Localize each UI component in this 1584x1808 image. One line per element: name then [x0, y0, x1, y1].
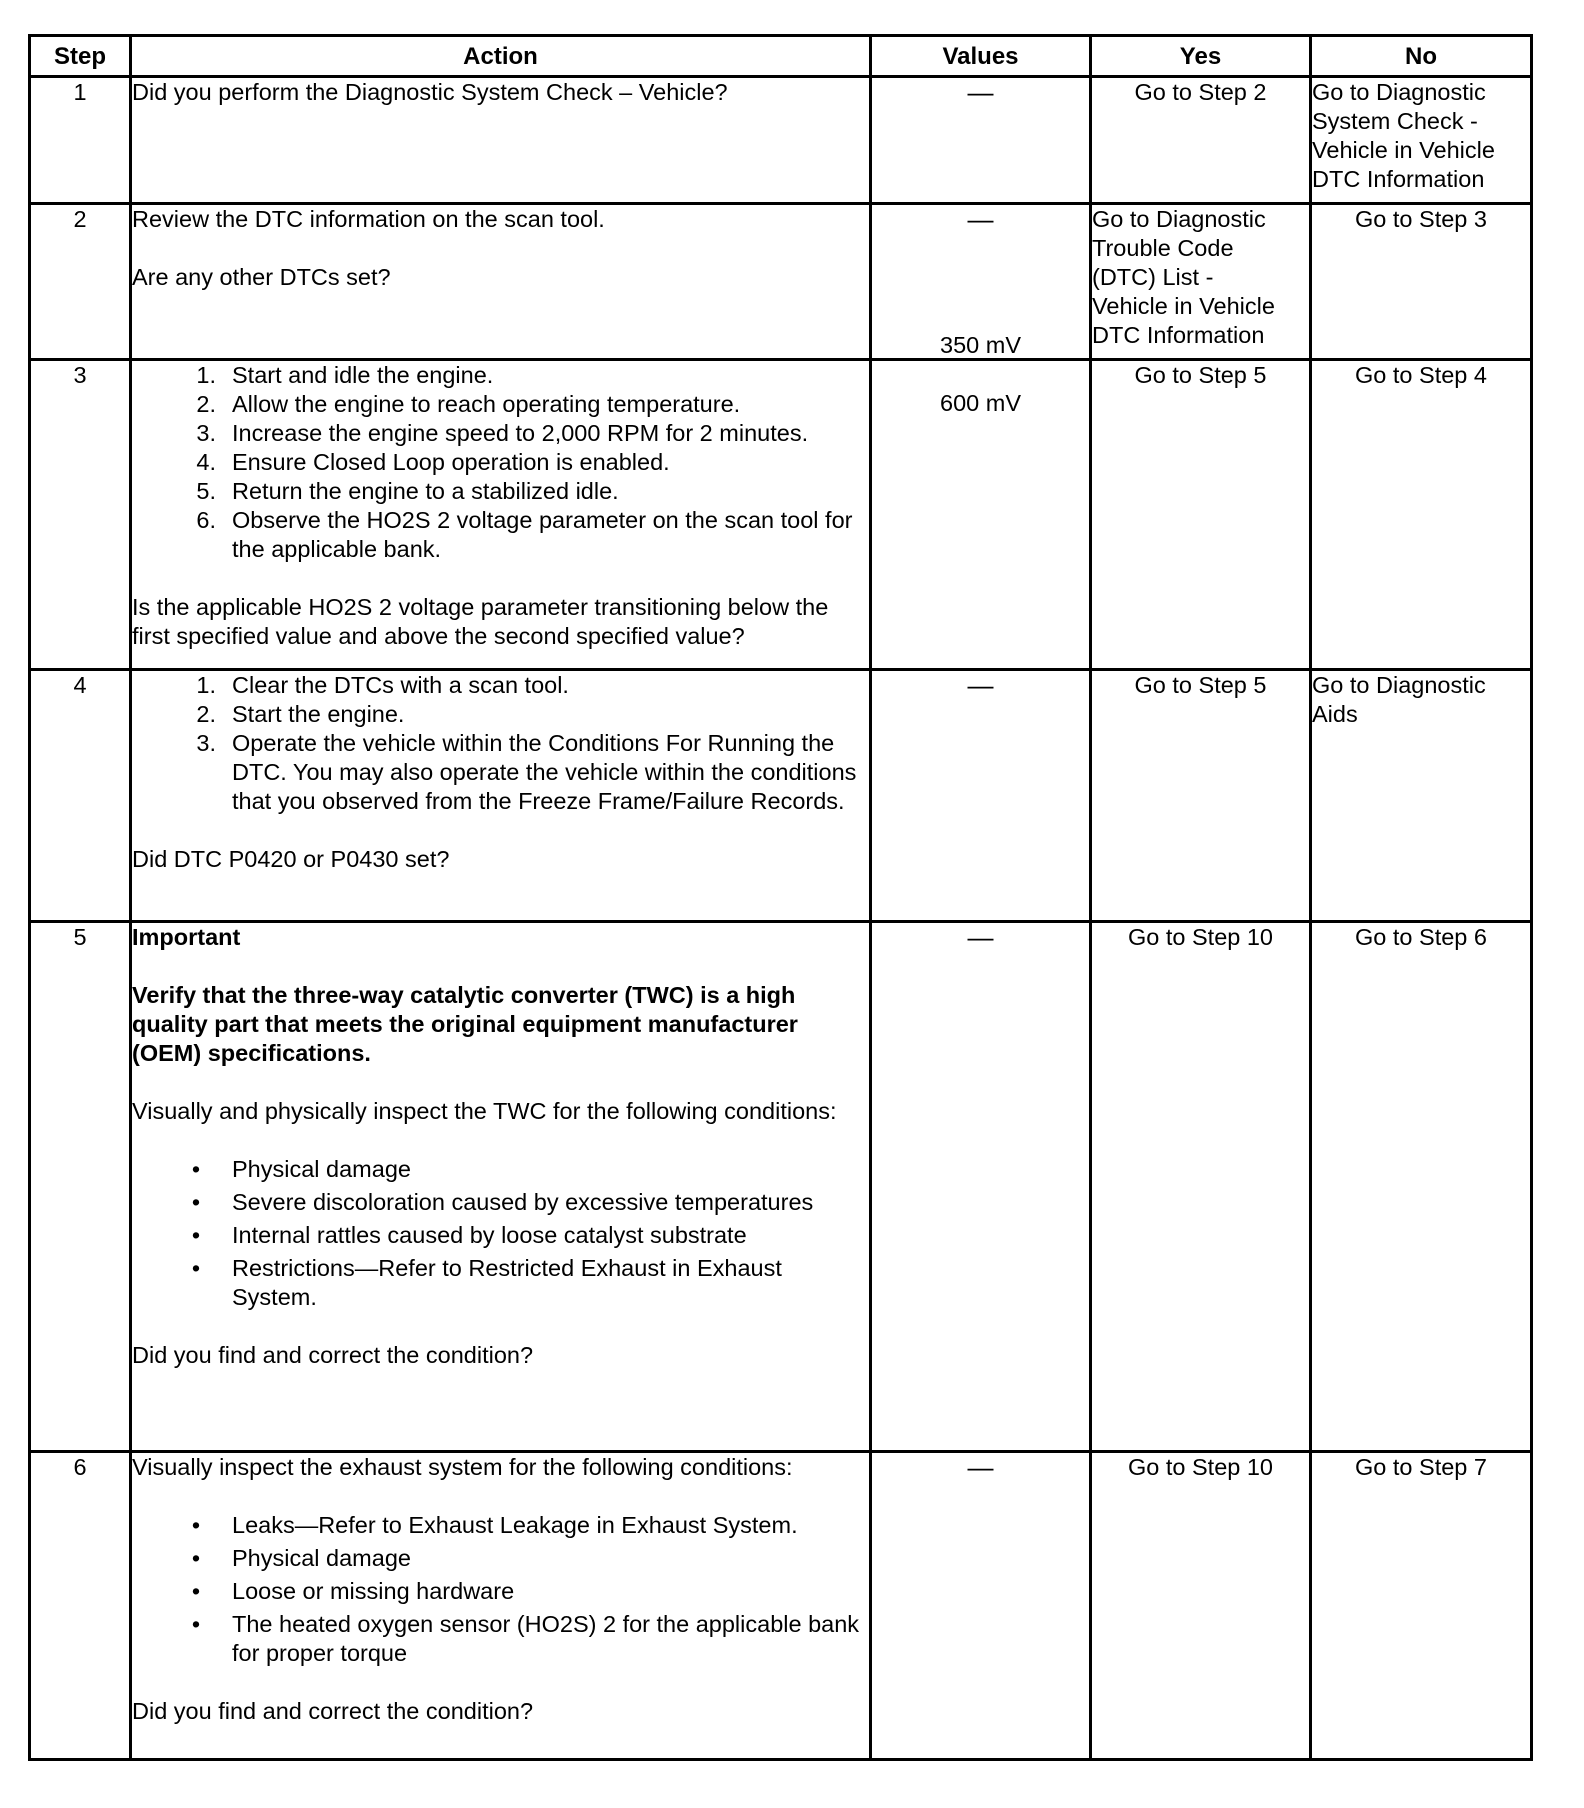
list-item: 3. Increase the engine speed to 2,000 RPM for 2 minutes. — [196, 420, 809, 446]
no-link[interactable]: Go to Step 6 — [1355, 924, 1487, 950]
bullet-list — [132, 1511, 869, 1668]
action-question: Did DTC P0420 or P0430 set? — [132, 846, 450, 872]
header-yes: Yes — [1091, 36, 1311, 77]
yes-cell — [1091, 204, 1311, 360]
no-link-line: System Check - — [1312, 108, 1478, 134]
header-no: No — [1311, 36, 1532, 77]
yes-link-line: (DTC) List - — [1092, 264, 1214, 290]
action-cell — [131, 204, 871, 360]
important-label: Important — [132, 924, 241, 950]
list-item: 2. Allow the engine to reach operating temperature. — [196, 391, 741, 417]
list-item: • Leaks—Refer to Exhaust Leakage in Exhaust System. — [191, 1512, 798, 1538]
list-item: • Restrictions—Refer to Restricted Exhaust in Exhaust System. — [191, 1255, 782, 1310]
no-cell — [1311, 360, 1532, 670]
values-cell: — — [871, 1452, 1091, 1760]
list-item: 5. Return the engine to a stabilized idle. — [196, 478, 619, 504]
action-text: Did you perform the Diagnostic System Check – Vehicle? — [132, 79, 728, 105]
list-item: • Physical damage — [191, 1545, 411, 1571]
header-row — [30, 36, 1532, 77]
yes-link[interactable]: Go to Step 5 — [1134, 362, 1267, 388]
value-high: 600 mV — [940, 390, 1021, 416]
no-link[interactable] — [1312, 671, 1530, 729]
no-link-line: Go to Diagnostic — [1312, 79, 1486, 105]
action-question: Are any other DTCs set? — [132, 264, 391, 290]
list-item: • Physical damage — [191, 1156, 411, 1182]
no-link[interactable] — [1312, 78, 1530, 194]
step-number: 2 — [30, 204, 131, 360]
no-cell — [1311, 922, 1532, 1452]
step-number: 3 — [30, 360, 131, 670]
yes-cell — [1091, 670, 1311, 922]
action-cell — [131, 1452, 871, 1760]
step-number: 6 — [30, 1452, 131, 1760]
no-link-line: Go to Diagnostic — [1312, 672, 1486, 698]
list-item: 6. Observe the HO2S 2 voltage parameter on the scan tool for the applicable bank. — [196, 507, 853, 562]
no-cell — [1311, 204, 1532, 360]
yes-link[interactable]: Go to Step 2 — [1134, 79, 1267, 105]
no-cell — [1311, 77, 1532, 204]
no-link-line: DTC Information — [1312, 166, 1485, 192]
step-number: 4 — [30, 670, 131, 922]
list-item: 2. Start the engine. — [196, 701, 405, 727]
list-item: 4. Ensure Closed Loop operation is enabled. — [196, 449, 670, 475]
yes-link[interactable] — [1092, 205, 1309, 350]
no-link[interactable]: Go to Step 4 — [1355, 362, 1487, 388]
bullet-list — [132, 1155, 869, 1312]
action-cell — [131, 360, 871, 670]
list-item: • The heated oxygen sensor (HO2S) 2 for the applicable bank for proper torque — [191, 1611, 860, 1666]
action-question: Did you find and correct the condition? — [132, 1698, 534, 1724]
yes-cell — [1091, 77, 1311, 204]
list-item: • Severe discoloration caused by excessive temperatures — [191, 1189, 814, 1215]
header-step: Step — [30, 36, 131, 77]
yes-link-line: Vehicle in Vehicle — [1092, 293, 1275, 319]
yes-link[interactable]: Go to Step 5 — [1134, 672, 1267, 698]
step-number: 5 — [30, 922, 131, 1452]
important-note: Verify that the three-way catalytic converter (TWC) is a high quality part that meets the original equipment manufacturer (OEM) specifications. — [132, 982, 798, 1066]
values-cell — [871, 332, 1091, 670]
table-row-step-3 — [30, 360, 1532, 670]
list-item: • Loose or missing hardware — [191, 1578, 515, 1604]
no-link-line: Aids — [1312, 701, 1358, 727]
diagnostic-table — [28, 34, 1533, 1761]
yes-cell — [1091, 922, 1311, 1452]
no-cell — [1311, 1452, 1532, 1760]
value-low: 350 mV — [940, 332, 1021, 358]
action-cell — [131, 670, 871, 922]
list-item: • Internal rattles caused by loose catalyst substrate — [191, 1222, 747, 1248]
no-link[interactable]: Go to Step 7 — [1355, 1454, 1487, 1480]
action-question: Did you find and correct the condition? — [132, 1342, 534, 1368]
no-link-line: Vehicle in Vehicle — [1312, 137, 1495, 163]
action-text: Visually and physically inspect the TWC for the following conditions: — [132, 1098, 837, 1124]
numbered-steps — [132, 671, 869, 816]
list-item: 1. Clear the DTCs with a scan tool. — [196, 672, 569, 698]
action-question: Is the applicable HO2S 2 voltage parameter transitioning below the first specified value and above the second specified value? — [132, 594, 829, 649]
yes-cell — [1091, 360, 1311, 670]
yes-link-line: DTC Information — [1092, 322, 1265, 348]
yes-link[interactable]: Go to Step 10 — [1127, 1454, 1274, 1480]
no-cell — [1311, 670, 1532, 922]
action-cell — [131, 922, 871, 1452]
numbered-steps — [132, 361, 869, 564]
no-link[interactable]: Go to Step 3 — [1355, 206, 1487, 232]
values-cell: — — [871, 204, 1091, 360]
values-cell: — — [871, 670, 1091, 922]
action-text: Review the DTC information on the scan tool. — [132, 206, 605, 232]
table-row-step-1 — [30, 77, 1532, 204]
yes-link-line: Go to Diagnostic — [1092, 206, 1266, 232]
values-cell: — — [871, 77, 1091, 204]
yes-link[interactable]: Go to Step 10 — [1127, 924, 1274, 950]
table-row-step-4 — [30, 670, 1532, 922]
table-row-step-5 — [30, 922, 1532, 1452]
header-values: Values — [871, 36, 1091, 77]
yes-link-line: Trouble Code — [1092, 235, 1234, 261]
list-item: 3. Operate the vehicle within the Conditions For Running the DTC. You may also operate the vehicle within the conditions that you observed from the Freeze Frame/Failure Records. — [196, 730, 857, 814]
table-row-step-6 — [30, 1452, 1532, 1760]
yes-cell — [1091, 1452, 1311, 1760]
step-number: 1 — [30, 77, 131, 204]
header-action: Action — [131, 36, 871, 77]
action-cell — [131, 77, 871, 204]
table-row-step-2 — [30, 204, 1532, 360]
values-cell: — — [871, 922, 1091, 1452]
list-item: 1. Start and idle the engine. — [196, 362, 494, 388]
action-text: Visually inspect the exhaust system for the following conditions: — [132, 1454, 793, 1480]
